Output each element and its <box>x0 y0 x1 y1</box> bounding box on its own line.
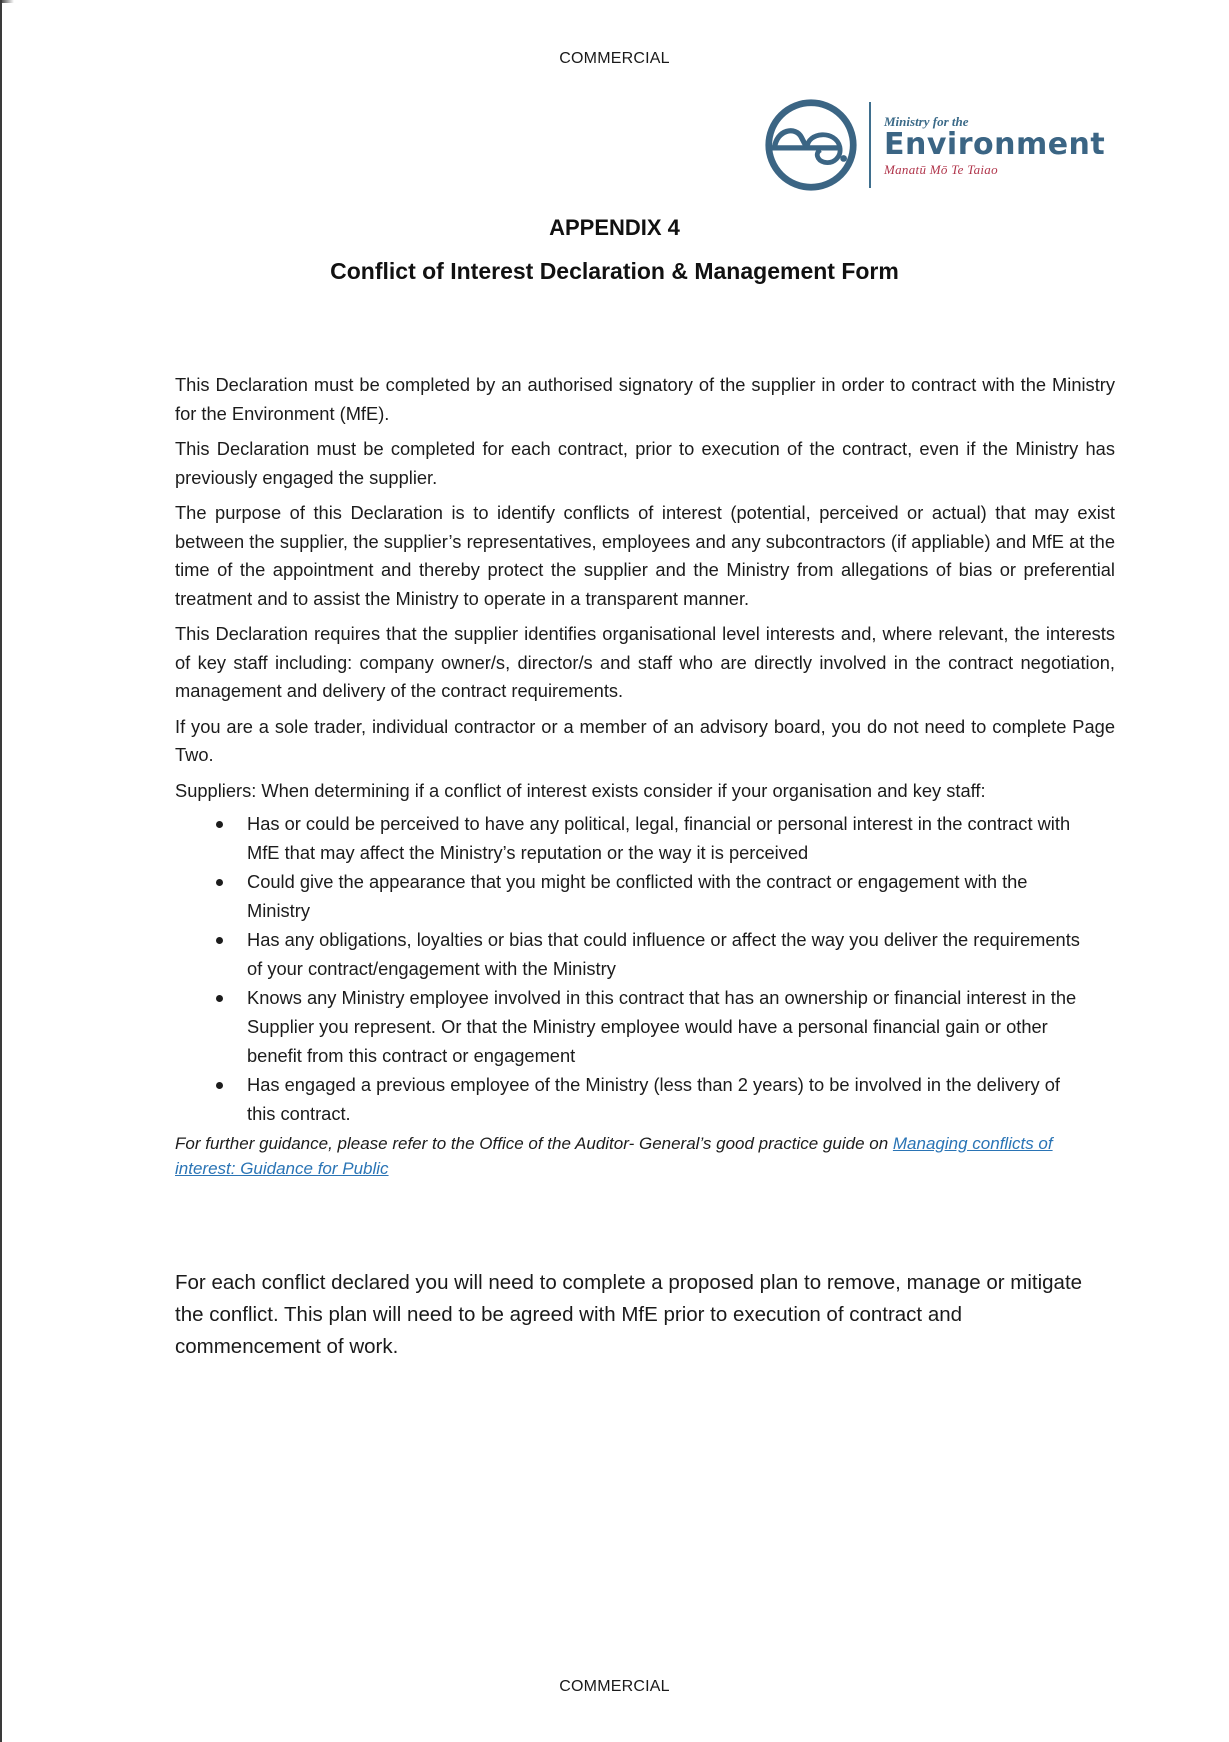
list-item <box>175 983 1085 1070</box>
list-item-text: Has engaged a previous employee of the Ministry (less than 2 years) to be involved in the delivery of this contract. <box>247 1074 1060 1124</box>
list-item <box>175 1070 1085 1128</box>
logo-line-maori: Manatū Mō Te Taiao <box>884 161 998 177</box>
guidance-link[interactable]: Managing conflicts of interest: Guidance for Public <box>175 1134 1053 1178</box>
bullet-icon <box>216 995 223 1002</box>
closing-paragraph: For each conflict declared you will need to complete a proposed plan to remove, manage or mitigate the conflict. This plan will need to be agreed with MfE prior to execution of contract and commencement of work. <box>175 1271 1083 1358</box>
ministry-logo <box>763 95 1106 195</box>
bullet-icon <box>216 937 223 944</box>
conflict-criteria-list <box>175 809 1115 1128</box>
list-item <box>175 925 1085 983</box>
list-item-text: Has any obligations, loyalties or bias that could influence or affect the way you deliver the requirements of your contract/engagement with the Ministry <box>247 929 1080 979</box>
header-marking: COMMERCIAL <box>559 50 670 67</box>
page-title: Conflict of Interest Declaration & Management Form <box>330 258 899 284</box>
logo-divider <box>869 102 871 188</box>
guidance-text: For further guidance, please refer to the Office of the Auditor- General’s good practice guide on <box>175 1134 893 1153</box>
list-item-text: Knows any Ministry employee involved in this contract that has an ownership or financial interest in the Supplier you represent. Or that the Ministry employee would have a personal financial gain or other benefit from this contract or engagement <box>247 987 1077 1066</box>
ministry-emblem-icon <box>763 97 859 193</box>
paragraph-each-contract: This Declaration must be completed for each contract, prior to execution of the contract, even if the Ministry has previously engaged the supplier. <box>175 438 1115 488</box>
list-item <box>175 809 1085 867</box>
logo-wordmark <box>884 115 1105 176</box>
paragraph-requirements: This Declaration requires that the supplier identifies organisational level interests and, where relevant, the interests of key staff including: company owner/s, director/s and staff who are directly involved in the contract negotiation, management and delivery of the contract requirements. <box>175 623 1115 701</box>
paragraph-signatory: This Declaration must be completed by an authorised signatory of the supplier in order to contract with the Ministry for the Environment (MfE). <box>175 374 1115 424</box>
bullet-icon <box>216 879 223 886</box>
declaration-body <box>175 371 1115 1181</box>
logo-line-environment: Environment <box>884 126 1106 162</box>
paragraph-suppliers-intro: Suppliers: When determining if a conflict of interest exists consider if your organisation and key staff: <box>175 779 986 801</box>
list-item-text: Could give the appearance that you might be conflicted with the contract or engagement with the Ministry <box>247 871 1028 921</box>
paragraph-sole-trader: If you are a sole trader, individual contractor or a member of an advisory board, you do not need to complete Page Two. <box>175 715 1115 765</box>
list-item-text: Has or could be perceived to have any political, legal, financial or personal interest in the contract with MfE that may affect the Ministry’s reputation or the way it is perceived <box>247 813 1071 863</box>
scan-corner <box>0 0 14 3</box>
footer-marking: COMMERCIAL <box>559 1678 670 1695</box>
logo-line-ministry: Ministry for the <box>884 113 969 129</box>
guidance-note <box>175 1131 1115 1181</box>
appendix-heading: APPENDIX 4 <box>549 215 680 240</box>
paragraph-purpose: The purpose of this Declaration is to identify conflicts of interest (potential, perceived or actual) that may exist between the supplier, the supplier’s representatives, employees and any subcontractors (if appliable) and MfE at the time of the appointment and thereby protect the supplier and the Ministry from allegations of bias or preferential treatment and to assist the Ministry to operate in a transparent manner. <box>175 502 1115 609</box>
bullet-icon <box>216 821 223 828</box>
list-item <box>175 867 1085 925</box>
bullet-icon <box>216 1082 223 1089</box>
